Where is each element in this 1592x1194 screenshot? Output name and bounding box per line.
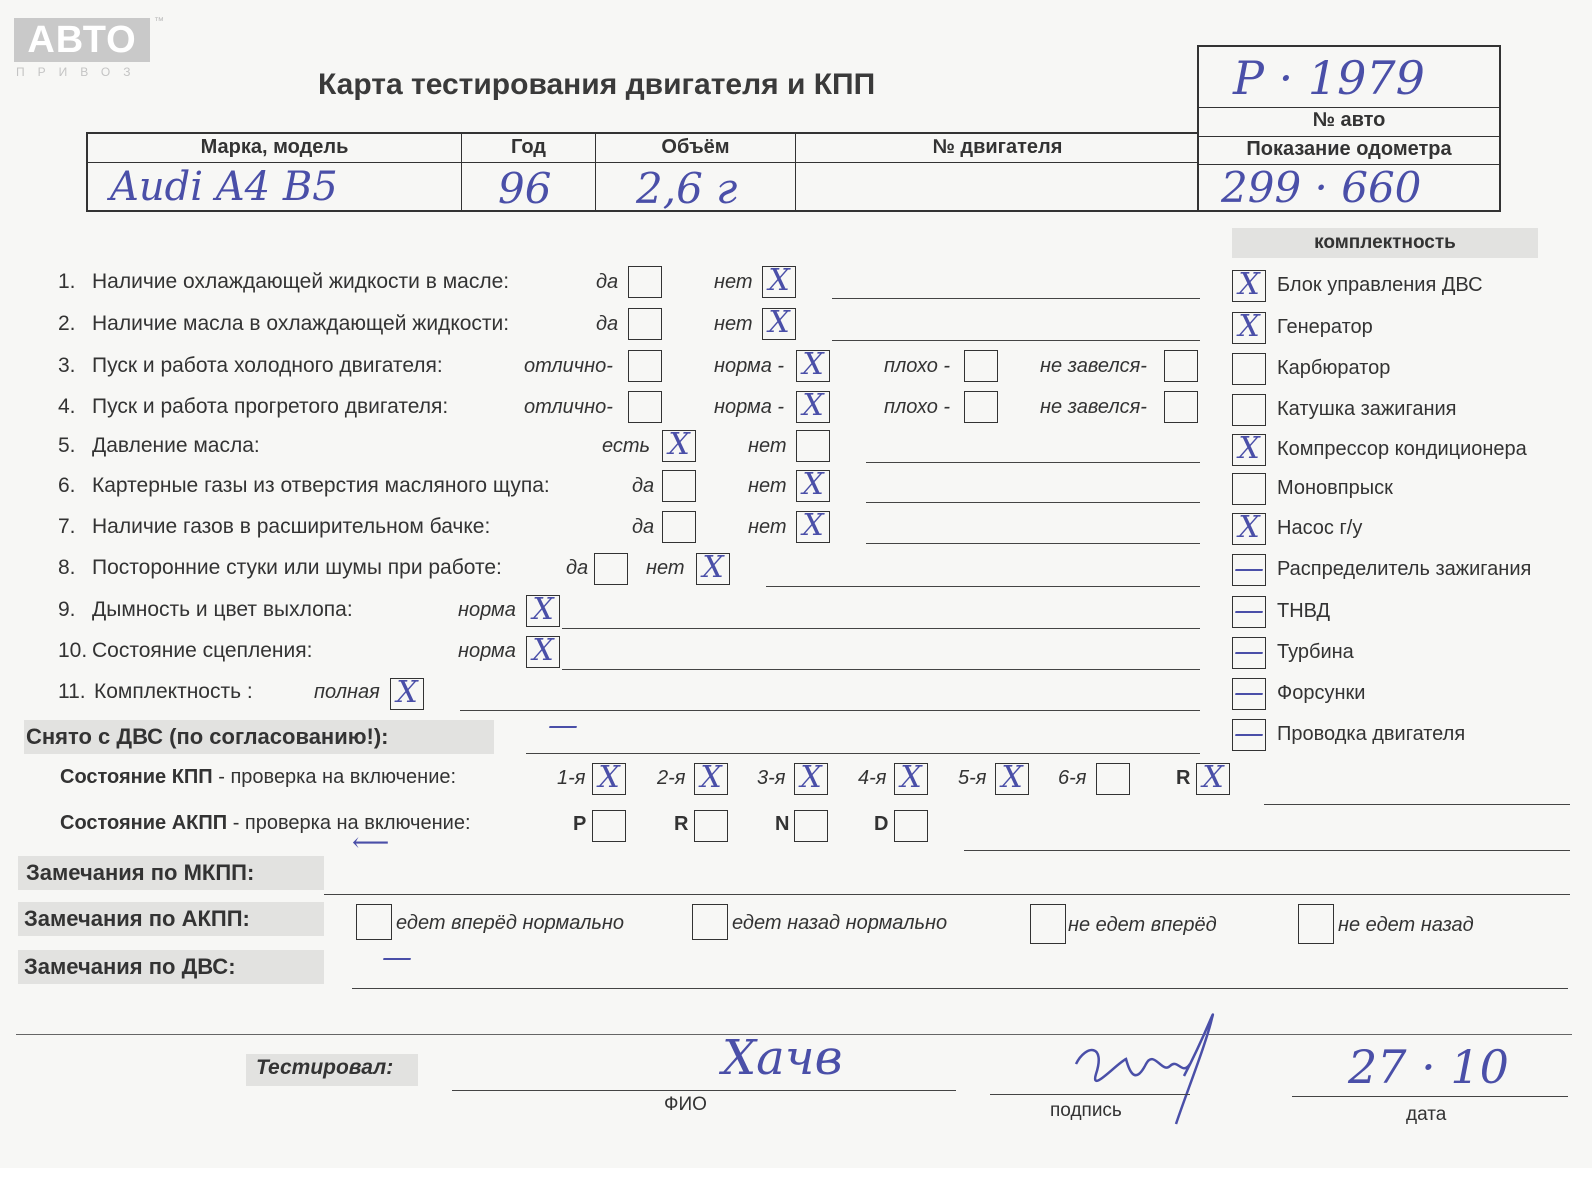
- year-value[interactable]: 96: [498, 164, 552, 213]
- check-mark: X: [1238, 267, 1260, 302]
- auto-number-label: № авто: [1312, 109, 1386, 131]
- check-mark: X: [802, 508, 824, 543]
- question-number: 4.: [58, 395, 76, 418]
- question-text: Картерные газы из отверстия масляного щупа:: [92, 474, 550, 497]
- question-number: 10.: [58, 639, 88, 662]
- underline: [324, 894, 1570, 895]
- underline: [866, 543, 1200, 544]
- mode-label: D: [874, 813, 889, 835]
- akpp-option: едет назад нормально: [732, 912, 948, 934]
- completeness-checkbox[interactable]: [1232, 716, 1266, 751]
- tested-label: Тестировал:: [256, 1056, 394, 1079]
- completeness-label: Насос г/у: [1277, 517, 1363, 539]
- option-label: плохо -: [884, 355, 951, 377]
- completeness-label: Моновпрыск: [1277, 477, 1393, 499]
- mode-checkbox[interactable]: [694, 810, 728, 842]
- mode-checkbox[interactable]: [794, 810, 828, 842]
- removed-label: Снято с ДВС (по согласованию!):: [26, 724, 389, 749]
- header-divider: [462, 162, 595, 163]
- removed-value[interactable]: —: [548, 708, 578, 743]
- completeness-label: Форсунки: [1277, 682, 1366, 704]
- mode-label: R: [674, 813, 689, 835]
- auto-number-box: [1197, 45, 1501, 212]
- remarks-akpp-label: Замечания по АКПП:: [24, 906, 250, 931]
- mode-checkbox[interactable]: [894, 810, 928, 842]
- form-title: Карта тестирования двигателя и КПП: [318, 68, 876, 101]
- checkbox-not-started[interactable]: [1164, 391, 1198, 423]
- option-label: нет: [748, 516, 787, 538]
- check-mark: X: [802, 388, 824, 423]
- checkbox-excellent[interactable]: [628, 391, 662, 423]
- question-text: Пуск и работа прогретого двигателя:: [92, 395, 449, 418]
- completeness-checkbox[interactable]: [1232, 634, 1266, 669]
- option-label: нет: [714, 313, 753, 335]
- check-mark: X: [1001, 760, 1023, 795]
- checkbox-not-started[interactable]: [1164, 350, 1198, 382]
- checkbox-full[interactable]: [390, 675, 424, 710]
- checkbox-normal[interactable]: [796, 347, 830, 382]
- option-label: нет: [646, 557, 685, 579]
- signature-label: подпись: [1050, 1100, 1122, 1121]
- kpp-label-bold: Состояние КПП: [60, 766, 213, 788]
- volume-cell: [596, 134, 796, 213]
- check-mark: X: [1238, 309, 1260, 344]
- question-number: 2.: [58, 312, 76, 335]
- option-label: нет: [748, 475, 787, 497]
- option-label: норма: [458, 640, 516, 662]
- header-divider: [596, 162, 795, 163]
- engine-number-label: № двигателя: [932, 136, 1063, 158]
- check-mark: X: [768, 305, 790, 340]
- question-text: Давление масла:: [92, 434, 260, 457]
- underline: [964, 850, 1570, 851]
- question-text: Наличие газов в расширительном бачке:: [92, 515, 491, 538]
- akpp-option: не едет вперёд: [1068, 914, 1217, 936]
- akpp-label: [60, 812, 471, 835]
- underline: [866, 462, 1200, 463]
- checkbox-excellent[interactable]: [628, 350, 662, 382]
- underline: [832, 340, 1200, 341]
- option-label: да: [596, 271, 619, 293]
- option-label: норма: [458, 599, 516, 621]
- brand-label: Марка, модель: [200, 136, 349, 158]
- question-number: 1.: [58, 270, 76, 293]
- gear-checkbox[interactable]: [1196, 760, 1230, 795]
- option-label: норма -: [714, 355, 785, 377]
- volume-value[interactable]: 2,6 г: [636, 164, 738, 213]
- logo-tm: ™: [154, 16, 164, 27]
- mode-label: P: [573, 813, 587, 835]
- completeness-label: Турбина: [1277, 641, 1354, 663]
- check-mark: X: [1238, 510, 1260, 545]
- completeness-label: Распределитель зажигания: [1277, 558, 1532, 580]
- checkbox-present[interactable]: [662, 427, 696, 462]
- header-divider: [88, 162, 461, 163]
- checkbox-bad[interactable]: [964, 350, 998, 382]
- gear-checkbox[interactable]: [794, 760, 828, 795]
- odometer-value[interactable]: 299 · 660: [1221, 163, 1422, 212]
- completeness-checkbox[interactable]: [1232, 551, 1266, 586]
- underline: [866, 502, 1200, 503]
- option-label: есть: [602, 435, 651, 457]
- year-cell: [462, 134, 596, 213]
- underline: [352, 988, 1568, 989]
- gear-checkbox[interactable]: [894, 760, 928, 795]
- completeness-label: Компрессор кондиционера: [1277, 438, 1527, 460]
- vehicle-info-table: [86, 132, 1199, 212]
- fio-label: ФИО: [664, 1094, 707, 1115]
- akpp-option: не едет назад: [1338, 914, 1474, 936]
- question-text: Наличие охлаждающей жидкости в масле:: [92, 270, 510, 293]
- option-label: отлично-: [524, 355, 613, 377]
- option-label: нет: [714, 271, 753, 293]
- pen-stroke: ⟵: [352, 828, 390, 858]
- completeness-checkbox[interactable]: [1232, 394, 1266, 426]
- option-label: да: [632, 516, 655, 538]
- year-label: Год: [511, 136, 546, 158]
- completeness-label: Блок управления ДВС: [1277, 274, 1483, 296]
- signature-line: [990, 1094, 1190, 1095]
- odometer-label: Показание одометра: [1246, 138, 1452, 160]
- gear-label: 1-я: [557, 767, 586, 789]
- fio-value[interactable]: Хачв: [722, 1030, 843, 1086]
- question-number: 5.: [58, 434, 76, 457]
- date-label: дата: [1406, 1104, 1447, 1125]
- underline: [562, 628, 1200, 629]
- checkbox-yes[interactable]: [628, 308, 662, 340]
- check-mark: X: [598, 760, 620, 795]
- underline: [766, 586, 1200, 587]
- akpp-no-forward-checkbox[interactable]: [1030, 904, 1066, 944]
- date-line: [1292, 1096, 1568, 1097]
- completeness-label: ТНВД: [1277, 600, 1331, 622]
- underline: [562, 669, 1200, 670]
- gear-label: 4-я: [858, 767, 887, 789]
- check-mark: X: [900, 760, 922, 795]
- checkbox-yes[interactable]: [662, 470, 696, 502]
- check-mark: X: [532, 592, 554, 627]
- fio-line: [452, 1090, 956, 1091]
- question-text: Пуск и работа холодного двигателя:: [92, 354, 443, 377]
- completeness-checkbox[interactable]: [1232, 510, 1266, 545]
- check-mark: X: [1238, 431, 1260, 466]
- checkbox-normal[interactable]: [796, 388, 830, 423]
- question-text: Комплектность :: [94, 680, 253, 703]
- check-mark: X: [768, 263, 790, 298]
- checkbox-no[interactable]: [762, 305, 796, 340]
- brand-value[interactable]: Audi A4 B5: [110, 164, 338, 210]
- completeness-checkbox[interactable]: [1232, 267, 1266, 302]
- page-bottom-strip: [0, 1168, 1592, 1194]
- logo-sub: ПРИВОЗ: [16, 65, 144, 79]
- checkbox-yes[interactable]: [628, 266, 662, 298]
- check-mark: X: [802, 347, 824, 382]
- remarks-dvs-label: Замечания по ДВС:: [24, 954, 236, 979]
- checkbox-yes[interactable]: [662, 511, 696, 543]
- underline: [832, 298, 1200, 299]
- header-divider: [796, 162, 1199, 163]
- engine-number-cell: [796, 134, 1199, 210]
- gear-label: R: [1176, 767, 1191, 789]
- option-label: полная: [314, 681, 380, 703]
- check-mark: X: [702, 550, 724, 585]
- gear-label: 3-я: [757, 767, 786, 789]
- box-divider: [1199, 136, 1499, 137]
- checkbox-yes[interactable]: [594, 553, 628, 585]
- completeness-checkbox[interactable]: [1232, 431, 1266, 466]
- checkbox-normal[interactable]: [526, 592, 560, 627]
- question-text: Посторонние стуки или шумы при работе:: [92, 556, 502, 579]
- question-number: 7.: [58, 515, 76, 538]
- brand-cell: [88, 134, 462, 210]
- gear-checkbox[interactable]: [694, 760, 728, 795]
- completeness-header: комплектность: [1314, 232, 1456, 253]
- underline: [526, 753, 1200, 754]
- completeness-label: Карбюратор: [1277, 357, 1391, 379]
- checkbox-absent[interactable]: [796, 430, 830, 462]
- option-label: да: [566, 557, 589, 579]
- checkbox-normal[interactable]: [526, 633, 560, 668]
- check-mark: X: [802, 467, 824, 502]
- completeness-label: Генератор: [1277, 316, 1373, 338]
- check-mark: X: [700, 760, 722, 795]
- akpp-no-backward-checkbox[interactable]: [1298, 904, 1334, 944]
- question-number: 9.: [58, 598, 76, 621]
- completeness-checkbox[interactable]: [1232, 353, 1266, 385]
- gear-checkbox[interactable]: [995, 760, 1029, 795]
- box-divider: [1199, 107, 1499, 108]
- question-number: 11.: [58, 680, 86, 703]
- question-text: Наличие масла в охлаждающей жидкости:: [92, 312, 510, 335]
- auto-number-value[interactable]: Р · 1979: [1233, 51, 1425, 105]
- check-mark: X: [532, 633, 554, 668]
- checkbox-bad[interactable]: [964, 391, 998, 423]
- avtoprivoz-logo: [14, 18, 174, 88]
- question-number: 3.: [58, 354, 76, 377]
- option-label: не завелся-: [1040, 396, 1147, 418]
- akpp-backward-checkbox[interactable]: [692, 904, 728, 940]
- option-label: не завелся-: [1040, 355, 1147, 377]
- question-text: Дымность и цвет выхлопа:: [92, 598, 353, 621]
- completeness-checkbox[interactable]: [1232, 309, 1266, 344]
- checkbox-no[interactable]: [762, 263, 796, 298]
- question-number: 8.: [58, 556, 76, 579]
- completeness-label: Проводка двигателя: [1277, 723, 1466, 745]
- gear-checkbox[interactable]: [1096, 763, 1130, 795]
- checkbox-no[interactable]: [796, 467, 830, 502]
- checkbox-no[interactable]: [796, 508, 830, 543]
- volume-label: Объём: [661, 136, 730, 158]
- gear-checkbox[interactable]: [592, 760, 626, 795]
- option-label: норма -: [714, 396, 785, 418]
- logo-brand: АВТО: [14, 18, 150, 62]
- check-mark: —: [1234, 634, 1264, 669]
- akpp-label-rest: - проверка на включение:: [227, 812, 471, 834]
- question-text: Состояние сцепления:: [92, 639, 313, 662]
- question-number: 6.: [58, 474, 76, 497]
- checkbox-no[interactable]: [696, 550, 730, 585]
- completeness-checkbox[interactable]: [1232, 675, 1266, 710]
- option-label: плохо -: [884, 396, 951, 418]
- remarks-dvs-value[interactable]: —: [382, 940, 412, 975]
- check-mark: —: [1234, 551, 1264, 586]
- underline: [1264, 804, 1570, 805]
- option-label: нет: [748, 435, 787, 457]
- check-mark: —: [1234, 716, 1264, 751]
- akpp-label-bold: Состояние АКПП: [60, 812, 228, 834]
- check-mark: —: [1234, 593, 1264, 628]
- remarks-mkpp-label: Замечания по МКПП:: [26, 860, 255, 885]
- mode-checkbox[interactable]: [592, 810, 626, 842]
- option-label: да: [632, 475, 655, 497]
- check-mark: X: [396, 675, 418, 710]
- gear-label: 2-я: [657, 767, 686, 789]
- date-value[interactable]: 27 · 10: [1348, 1040, 1509, 1094]
- gear-label: 5-я: [958, 767, 987, 789]
- completeness-checkbox[interactable]: [1232, 473, 1266, 505]
- check-mark: X: [668, 427, 690, 462]
- kpp-label: [60, 766, 456, 789]
- akpp-forward-checkbox[interactable]: [356, 904, 392, 940]
- completeness-label: Катушка зажигания: [1277, 398, 1457, 420]
- check-mark: X: [800, 760, 822, 795]
- option-label: да: [596, 313, 619, 335]
- mode-label: N: [775, 813, 790, 835]
- akpp-option: едет вперёд нормально: [396, 912, 625, 934]
- completeness-checkbox[interactable]: [1232, 593, 1266, 628]
- gear-label: 6-я: [1058, 767, 1087, 789]
- kpp-label-rest: - проверка на включение:: [212, 766, 457, 788]
- check-mark: —: [1234, 675, 1264, 710]
- option-label: отлично-: [524, 396, 613, 418]
- check-mark: X: [1202, 760, 1224, 795]
